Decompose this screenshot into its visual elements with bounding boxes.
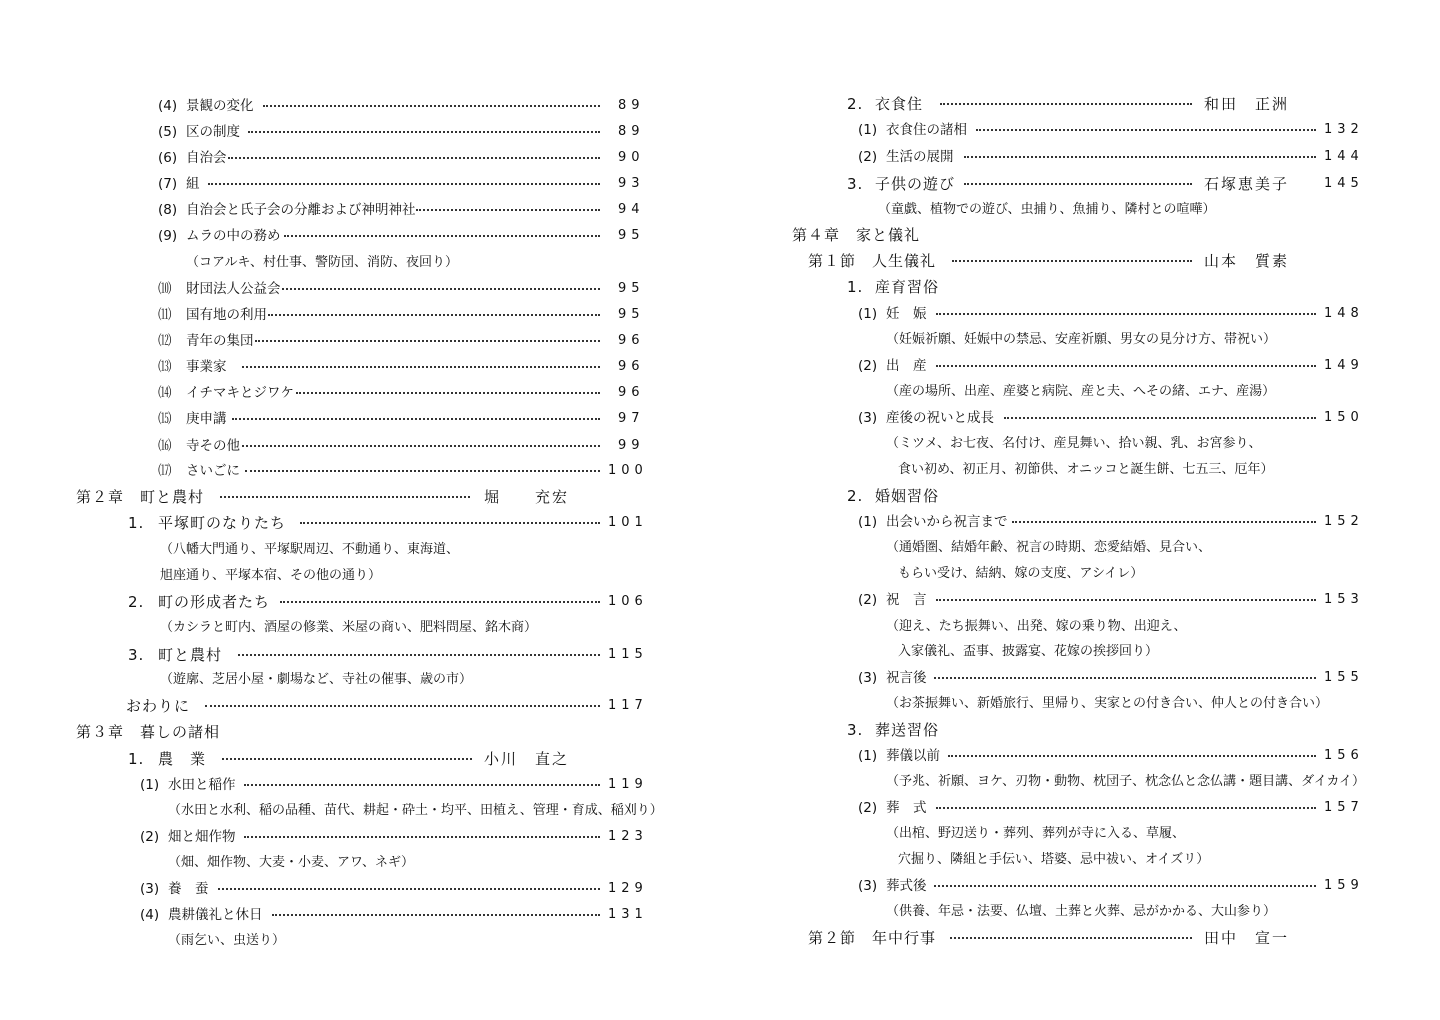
toc-author: 小川 直之 (484, 750, 570, 768)
toc-marker: 1. (847, 278, 864, 296)
toc-page-number: 149 (1324, 358, 1364, 373)
toc-subtopics: （妊娠祈願、妊娠中の禁忌、安産祈願、男女の見分け方、帯祝い） (886, 332, 1277, 347)
toc-page-number: 100 (608, 463, 648, 478)
toc-page-number: 95 (618, 307, 645, 322)
dot-leader (940, 103, 1192, 105)
toc-entry (720, 536, 1440, 562)
toc-entry (0, 616, 720, 642)
toc-marker: 2. (128, 593, 145, 611)
toc-entry (720, 328, 1440, 354)
toc-title: 葬 式 (886, 800, 927, 816)
toc-title: 財団法人公益会 (186, 281, 281, 297)
toc-marker: ⑾ (158, 307, 172, 323)
toc-entry (0, 224, 720, 250)
toc-subtopics: （ミツメ、お七夜、名付け、産見舞い、拾い親、乳、お宮参り、 (886, 436, 1262, 451)
toc-subtopics: 旭座通り、平塚本宿、その他の通り） (160, 568, 382, 583)
toc-marker: (3) (140, 881, 160, 897)
toc-entry (0, 773, 720, 799)
toc-marker: ⑽ (158, 281, 172, 297)
toc-entry (720, 926, 1440, 952)
toc-page-number: 144 (1324, 149, 1364, 164)
toc-entry (0, 694, 720, 720)
toc-marker: 3. (847, 721, 864, 739)
toc-entry (0, 120, 720, 146)
dot-leader (205, 705, 600, 707)
toc-title: 第２章 町と農村 (76, 488, 205, 506)
toc-title: 出 産 (886, 358, 927, 374)
toc-subtopics: 穴掘り、隣組と手伝い、塔婆、忌中祓い、オイズリ） (898, 852, 1210, 867)
dot-leader (934, 885, 1316, 887)
toc-subtopics: もらい受け、結納、嫁の支度、アシイレ） (898, 566, 1144, 581)
toc-title: 組 (186, 176, 200, 192)
toc-title: 衣食住 (875, 95, 924, 113)
dot-leader (296, 392, 600, 394)
toc-entry (720, 848, 1440, 874)
toc-author: 堀 充宏 (484, 488, 570, 506)
dot-leader (268, 314, 600, 316)
toc-subtopics: （お茶振舞い、新婚旅行、里帰り、実家との付き合い、仲人との付き合い） (886, 696, 1329, 711)
toc-title: イチマキとジワケ (186, 385, 294, 401)
toc-title: 庚申講 (186, 411, 227, 427)
toc-page-number: 150 (1324, 410, 1364, 425)
toc-entry (720, 354, 1440, 380)
toc-author: 山本 質素 (1204, 252, 1290, 270)
toc-marker: (2) (858, 592, 878, 608)
toc-title: 町の形成者たち (158, 593, 271, 611)
toc-author: 和田 正洲 (1204, 95, 1290, 113)
dot-leader (220, 496, 470, 498)
toc-title: 葬送習俗 (875, 721, 940, 739)
dot-leader (964, 183, 1192, 185)
toc-marker: (2) (858, 800, 878, 816)
toc-marker: (4) (140, 907, 160, 923)
dot-leader (936, 599, 1316, 601)
toc-entry (0, 851, 720, 877)
toc-marker: (4) (158, 98, 178, 114)
toc-subtopics: （童戯、植物での遊び、虫捕り、魚捕り、隣村との喧嘩） (878, 202, 1216, 217)
toc-title: 区の制度 (186, 124, 240, 140)
toc-entry (720, 562, 1440, 588)
toc-entry (0, 747, 720, 773)
toc-entry (720, 510, 1440, 536)
toc-title: 生活の展開 (886, 149, 954, 165)
toc-page-number: 156 (1324, 748, 1364, 763)
toc-entry (0, 668, 720, 694)
toc-page-number: 117 (608, 698, 648, 713)
toc-entry (0, 511, 720, 537)
toc-marker: (2) (858, 358, 878, 374)
toc-subtopics: （八幡大門通り、平塚駅周辺、不動通り、東海道、 (160, 542, 460, 557)
toc-page-number: 93 (618, 176, 645, 191)
toc-entry (0, 825, 720, 851)
toc-entry (720, 145, 1440, 171)
toc-title: 事業家 (186, 359, 227, 375)
toc-subtopics: 食い初め、初正月、初節供、オニッコと誕生餅、七五三、厄年） (898, 462, 1274, 477)
toc-entry (720, 198, 1440, 224)
toc-entry (0, 590, 720, 616)
toc-page-number: 96 (618, 385, 645, 400)
toc-marker: 1. (128, 750, 145, 768)
toc-entry (720, 302, 1440, 328)
toc-title: 平塚町のなりたち (158, 514, 287, 532)
toc-marker: (3) (858, 410, 878, 426)
toc-subtopics: （水田と水利、稲の品種、苗代、耕起・砕土・均平、田植え、管理・育成、稲刈り） (168, 803, 663, 818)
toc-entry (0, 198, 720, 224)
toc-author: 田中 宣一 (1204, 929, 1290, 947)
toc-subtopics: （迎え、たち振舞い、出発、嫁の乗り物、出迎え、 (886, 619, 1187, 634)
toc-entry (720, 249, 1440, 275)
dot-leader (263, 105, 600, 107)
toc-entry (720, 822, 1440, 848)
toc-page-number: 101 (608, 515, 648, 530)
toc-entry (0, 146, 720, 172)
toc-author: 石塚恵美子 (1204, 175, 1290, 193)
dot-leader (300, 522, 600, 524)
toc-entry (0, 329, 720, 355)
toc-marker: (2) (140, 829, 160, 845)
toc-marker: (1) (858, 514, 878, 530)
toc-entry (0, 877, 720, 903)
toc-title: 第２節 年中行事 (808, 929, 937, 947)
toc-entry (720, 744, 1440, 770)
dot-leader (936, 313, 1316, 315)
toc-marker: (1) (858, 748, 878, 764)
toc-title: 水田と稲作 (168, 777, 236, 793)
toc-title: 祝 言 (886, 592, 927, 608)
toc-entry (0, 643, 720, 669)
toc-entry (720, 92, 1440, 118)
toc-page-number: 89 (618, 98, 645, 113)
toc-page-number: 96 (618, 333, 645, 348)
toc-subtopics: （遊廓、芝居小屋・劇場など、寺社の催事、歳の市） (160, 672, 473, 687)
toc-title: 養 蚕 (168, 881, 209, 897)
dot-leader (228, 157, 600, 159)
toc-subtopics: （コアルキ、村仕事、警防団、消防、夜回り） (186, 255, 458, 270)
toc-title: 妊 娠 (886, 306, 927, 322)
toc-entry (720, 640, 1440, 666)
toc-entry (720, 900, 1440, 926)
toc-title: 婚姻習俗 (875, 487, 940, 505)
dot-leader (242, 366, 600, 368)
dot-leader (976, 129, 1316, 131)
toc-title: 第１節 人生儀礼 (808, 252, 937, 270)
toc-marker: (1) (858, 306, 878, 322)
toc-title: さいごに (186, 463, 240, 479)
toc-entry (0, 355, 720, 381)
toc-subtopics: （供養、年忌・法要、仏壇、土葬と火葬、忌がかかる、大山参り） (886, 904, 1277, 919)
toc-title: 町と農村 (158, 646, 223, 664)
toc-marker: (7) (158, 176, 178, 192)
toc-entry (720, 874, 1440, 900)
toc-title: ムラの中の務め (186, 228, 281, 244)
toc-entry (720, 380, 1440, 406)
dot-leader (1012, 521, 1316, 523)
toc-marker: (3) (858, 878, 878, 894)
dot-leader (282, 288, 600, 290)
toc-page-number: 145 (1324, 176, 1364, 191)
dot-leader (280, 601, 600, 603)
toc-title: 葬儀以前 (886, 748, 940, 764)
toc-page-number: 157 (1324, 800, 1364, 815)
dot-leader (952, 260, 1192, 262)
dot-leader (244, 836, 600, 838)
toc-entry (0, 277, 720, 303)
toc-page-number: 96 (618, 359, 645, 374)
toc-marker: 3. (847, 175, 864, 193)
toc-entry (720, 484, 1440, 510)
toc-entry (720, 718, 1440, 744)
toc-page-number: 129 (608, 881, 648, 896)
toc-entry (0, 799, 720, 825)
toc-title: 自治会と氏子会の分離および神明神社 (186, 202, 416, 218)
toc-marker: (8) (158, 202, 178, 218)
toc-marker: 2. (847, 95, 864, 113)
toc-title: 第４章 家と儀礼 (792, 226, 921, 244)
toc-title: 自治会 (186, 150, 227, 166)
toc-entry (0, 303, 720, 329)
toc-page-number: 148 (1324, 306, 1364, 321)
toc-entry (720, 172, 1440, 198)
toc-marker: ⒂ (158, 411, 172, 427)
toc-entry (720, 796, 1440, 822)
toc-page-number: 89 (618, 124, 645, 139)
dot-leader (934, 677, 1316, 679)
toc-page-number: 131 (608, 907, 648, 922)
toc-entry (0, 407, 720, 433)
dot-leader (248, 131, 600, 133)
toc-marker: ⒃ (158, 438, 172, 454)
toc-marker: 3. (128, 646, 145, 664)
toc-entry (0, 564, 720, 590)
toc-marker: ⒁ (158, 385, 172, 401)
dot-leader (218, 888, 600, 890)
toc-marker: 1. (128, 514, 145, 532)
dot-leader (1004, 417, 1316, 419)
toc-title: 国有地の利用 (186, 307, 267, 323)
toc-entry (0, 381, 720, 407)
dot-leader (232, 418, 600, 420)
toc-marker: (1) (140, 777, 160, 793)
toc-page-number: 94 (618, 202, 645, 217)
toc-entry (0, 94, 720, 120)
toc-subtopics: （通婚圏、結婚年齢、祝言の時期、恋愛結婚、見合い、 (886, 540, 1212, 555)
toc-subtopics: （産の場所、出産、産婆と病院、産と夫、へその緒、エナ、産湯） (886, 384, 1276, 399)
toc-entry (0, 538, 720, 564)
toc-page-number: 115 (608, 647, 648, 662)
toc-entry (720, 118, 1440, 144)
toc-marker: 2. (847, 487, 864, 505)
toc-title: 農耕儀礼と休日 (168, 907, 263, 923)
toc-marker: (5) (158, 124, 178, 140)
toc-subtopics: （出棺、野辺送り・葬列、葬列が寺に入る、草履、 (886, 826, 1186, 841)
toc-title: 景観の変化 (186, 98, 254, 114)
toc-entry (0, 172, 720, 198)
dot-leader (208, 183, 600, 185)
dot-leader (950, 937, 1192, 939)
toc-entry (0, 251, 720, 277)
toc-title: 畑と畑作物 (168, 829, 236, 845)
dot-leader (416, 209, 600, 211)
dot-leader (238, 654, 600, 656)
toc-marker: ⑿ (158, 333, 172, 349)
toc-title: 葬式後 (886, 878, 927, 894)
toc-page-number: 152 (1324, 514, 1364, 529)
toc-marker: (9) (158, 228, 178, 244)
dot-leader (936, 807, 1316, 809)
toc-title: 寺その他 (186, 438, 240, 454)
toc-marker: ⒀ (158, 359, 172, 375)
toc-entry (720, 615, 1440, 641)
toc-marker: (2) (858, 149, 878, 165)
toc-page-number: 97 (618, 411, 645, 426)
toc-marker: (1) (858, 122, 878, 138)
toc-entry (720, 406, 1440, 432)
toc-entry (0, 485, 720, 511)
toc-title: 産育習俗 (875, 278, 940, 296)
toc-title: 農 業 (158, 750, 207, 768)
toc-subtopics: （予兆、祈願、ヨケ、刃物・動物、枕団子、枕念仏と念仏講・題目講、ダイカイ） (886, 774, 1366, 789)
dot-leader (244, 784, 600, 786)
toc-entry (720, 588, 1440, 614)
dot-leader (936, 365, 1316, 367)
dot-leader (222, 758, 472, 760)
toc-page-number: 106 (608, 594, 648, 609)
dot-leader (272, 914, 600, 916)
toc-page-number: 119 (608, 777, 648, 792)
toc-marker: ⒄ (158, 463, 172, 479)
toc-title: 祝言後 (886, 670, 927, 686)
dot-leader (245, 470, 600, 472)
toc-subtopics: 入家儀礼、盃事、披露宴、花嫁の挨拶回り） (898, 644, 1159, 659)
toc-marker: (6) (158, 150, 178, 166)
toc-entry (0, 929, 720, 955)
dot-leader (948, 755, 1316, 757)
toc-page-number: 153 (1324, 592, 1364, 607)
toc-title: 衣食住の諸相 (886, 122, 967, 138)
toc-page-number: 99 (618, 438, 645, 453)
toc-page-number: 95 (618, 281, 645, 296)
toc-title: 第３章 暮しの諸相 (76, 723, 221, 741)
toc-entry (0, 903, 720, 929)
toc-entry (720, 666, 1440, 692)
toc-title: 産後の祝いと成長 (886, 410, 994, 426)
toc-page-number: 90 (618, 150, 645, 165)
dot-leader (242, 445, 600, 447)
toc-subtopics: （カシラと町内、酒屋の修業、米屋の商い、肥料問屋、銘木商） (160, 620, 538, 635)
dot-leader (255, 340, 600, 342)
toc-entry (720, 692, 1440, 718)
toc-page-number: 155 (1324, 670, 1364, 685)
toc-title: 青年の集団 (186, 333, 254, 349)
toc-entry (720, 223, 1440, 249)
toc-entry (720, 432, 1440, 458)
toc-entry (720, 770, 1440, 796)
toc-entry (720, 458, 1440, 484)
toc-page-number: 95 (618, 228, 645, 243)
dot-leader (284, 235, 600, 237)
dot-leader (964, 156, 1316, 158)
toc-entry (0, 459, 720, 485)
toc-entry (0, 434, 720, 460)
toc-entry (720, 275, 1440, 301)
toc-subtopics: （雨乞い、虫送り） (168, 933, 286, 948)
toc-page-number: 159 (1324, 878, 1364, 893)
toc-entry (0, 720, 720, 746)
toc-marker: (3) (858, 670, 878, 686)
toc-page-number: 123 (608, 829, 648, 844)
toc-subtopics: （畑、畑作物、大麦・小麦、アワ、ネギ） (168, 855, 414, 870)
toc-title: 子供の遊び (875, 175, 956, 193)
toc-title: おわりに (126, 697, 191, 715)
toc-title: 出会いから祝言まで (886, 514, 1008, 530)
toc-page-number: 132 (1324, 122, 1364, 137)
